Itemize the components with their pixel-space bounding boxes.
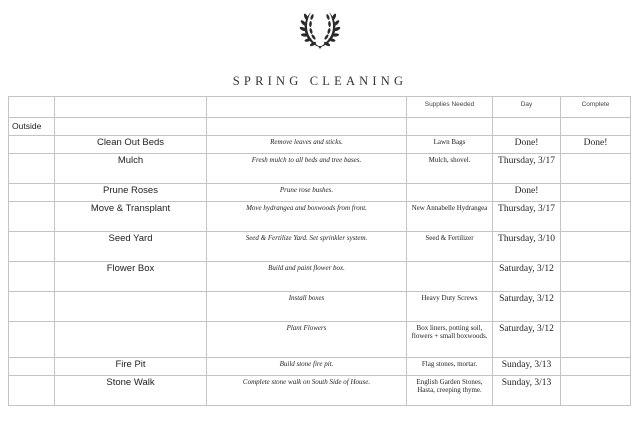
cell-supplies: English Garden Stones, Hasta, creeping thyme. [407, 376, 493, 406]
laurel-wreath-icon [298, 8, 342, 50]
header-supplies: Supplies Needed [407, 97, 493, 118]
cell-complete [561, 262, 631, 292]
cell-description: Remove leaves and sticks. [207, 136, 407, 154]
section-label: Outside [9, 118, 55, 136]
header-complete: Complete [561, 97, 631, 118]
cell-description: Prune rose bushes. [207, 184, 407, 202]
cell-day: Done! [493, 184, 561, 202]
cell-complete [561, 358, 631, 376]
cell-complete [561, 202, 631, 232]
cell-supplies [407, 262, 493, 292]
cell-section [9, 154, 55, 184]
cell-description: Move hydrangea and boxwoods from front. [207, 202, 407, 232]
table-row [9, 262, 631, 292]
cell-task [55, 292, 207, 322]
cell-section [9, 184, 55, 202]
cell-task: Stone Walk [55, 376, 207, 406]
cell-task: Clean Out Beds [55, 136, 207, 154]
table-row [9, 202, 631, 232]
cell-description: Build stone fire pit. [207, 358, 407, 376]
cell-description: Fresh mulch to all beds and tree bases. [207, 154, 407, 184]
page-title: SPRING CLEANING [232, 74, 408, 88]
cell-supplies: Box liners, potting soil, flowers + small boxwoods. [407, 322, 493, 358]
section-row [9, 118, 631, 136]
cell-section [9, 292, 55, 322]
cell-complete [561, 292, 631, 322]
cell-description: Install boxes [207, 292, 407, 322]
cell-supplies: New Annabelle Hydrangea [407, 202, 493, 232]
cell-supplies [407, 118, 493, 136]
table-row [9, 292, 631, 322]
cell-day: Saturday, 3/12 [493, 322, 561, 358]
cell-section [9, 376, 55, 406]
cell-section [9, 202, 55, 232]
header-description [207, 97, 407, 118]
cell-day: Saturday, 3/12 [493, 262, 561, 292]
header-row [9, 97, 631, 118]
cell-day: Sunday, 3/13 [493, 376, 561, 406]
cell-description: Build and paint flower box. [207, 262, 407, 292]
cell-description [207, 118, 407, 136]
spring-cleaning-table [8, 96, 631, 406]
cell-description: Complete stone walk on South Side of House. [207, 376, 407, 406]
cell-task: Prune Roses [55, 184, 207, 202]
cell-complete [561, 376, 631, 406]
cell-task: Mulch [55, 154, 207, 184]
cell-task [55, 118, 207, 136]
table-row [9, 232, 631, 262]
cell-complete [561, 118, 631, 136]
cell-task: Move & Transplant [55, 202, 207, 232]
cell-supplies [407, 184, 493, 202]
cell-supplies: Lawn Bags [407, 136, 493, 154]
cell-supplies: Seed & Fertilizer [407, 232, 493, 262]
cell-section [9, 262, 55, 292]
cell-day [493, 118, 561, 136]
cell-day: Sunday, 3/13 [493, 358, 561, 376]
cell-section [9, 136, 55, 154]
header-section [9, 97, 55, 118]
cell-complete [561, 184, 631, 202]
table-row [9, 136, 631, 154]
cell-description: Seed & Fertilize Yard. Set sprinkler system. [207, 232, 407, 262]
cell-task: Seed Yard [55, 232, 207, 262]
table-row [9, 184, 631, 202]
cell-day: Done! [493, 136, 561, 154]
cell-description: Plant Flowers [207, 322, 407, 358]
cell-task [55, 322, 207, 358]
cell-complete: Done! [561, 136, 631, 154]
cell-section [9, 358, 55, 376]
cell-section [9, 322, 55, 358]
cell-supplies: Flag stones, mortar. [407, 358, 493, 376]
cell-day: Thursday, 3/17 [493, 154, 561, 184]
cell-task: Flower Box [55, 262, 207, 292]
cell-supplies: Heavy Duty Screws [407, 292, 493, 322]
cell-complete [561, 232, 631, 262]
cell-complete [561, 322, 631, 358]
table-row [9, 376, 631, 406]
table-row [9, 358, 631, 376]
cell-task: Fire Pit [55, 358, 207, 376]
header-task [55, 97, 207, 118]
cell-day: Thursday, 3/17 [493, 202, 561, 232]
table-row [9, 154, 631, 184]
header-day: Day [493, 97, 561, 118]
cell-supplies: Mulch, shovel. [407, 154, 493, 184]
cell-day: Thursday, 3/10 [493, 232, 561, 262]
cell-section [9, 232, 55, 262]
cell-day: Saturday, 3/12 [493, 292, 561, 322]
table-row [9, 322, 631, 358]
cell-complete [561, 154, 631, 184]
